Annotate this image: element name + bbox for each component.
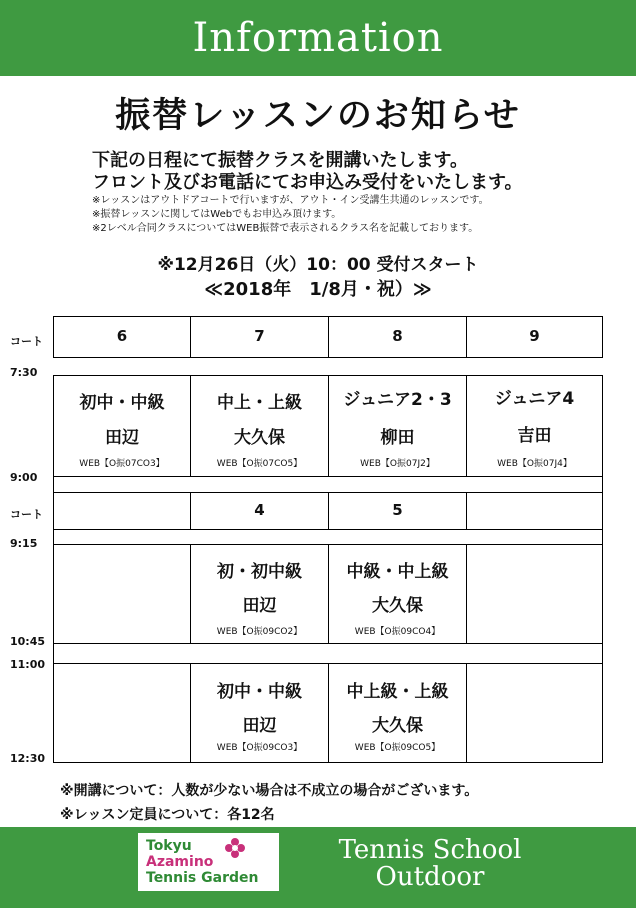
time-1045: 10:45: [10, 635, 46, 648]
web-code: WEB【O振09CO5】: [354, 743, 441, 753]
coach-name: 大久保: [372, 596, 423, 616]
court-number: 5: [392, 501, 403, 519]
lesson-cell: [466, 544, 603, 644]
class-name: 初中・中級: [217, 682, 302, 702]
tennis-garden-logo: [138, 833, 279, 891]
coach-name: 吉田: [517, 426, 552, 446]
start-notice: ※12月26日（火）10：00 受付スタート: [157, 255, 479, 275]
intro-note-2: ※振替レッスンに関してはWebでもお申込み頂けます。: [92, 209, 342, 220]
class-name: 初中・中級: [79, 393, 165, 413]
time-1230: 12:30: [10, 752, 46, 765]
web-code: WEB【O振09CO3】: [216, 743, 303, 753]
court-number: 6: [116, 327, 128, 345]
court-header-cell: [53, 492, 191, 530]
coach-name: 柳田: [380, 428, 415, 448]
web-code: WEB【O振07CO5】: [216, 459, 303, 469]
footer-banner: [0, 827, 636, 908]
web-code: WEB【O振07J2】: [360, 459, 435, 469]
header-title: Information: [192, 15, 444, 61]
footnote-capacity: ※レッスン定員について：各12名: [60, 807, 275, 823]
main-title: 振替レッスンのお知らせ: [115, 96, 521, 136]
coach-name: 大久保: [234, 428, 285, 448]
target-date: ≪2018年 1/8月・祝）≫: [204, 279, 432, 300]
lesson-cell: [53, 663, 191, 763]
web-code: WEB【O振09CO4】: [354, 627, 441, 637]
footnote-opening: ※開講について：人数が少ない場合は不成立の場合がございます。: [60, 783, 479, 799]
logo-line-3: Tennis Garden: [146, 870, 259, 886]
header-banner: [0, 0, 636, 76]
court-number: 7: [254, 327, 265, 345]
logo-line-2: Azamino: [146, 854, 214, 870]
school-name-line-1: Tennis School: [338, 835, 522, 865]
class-name: 初・初中級: [217, 562, 302, 582]
intro-note-1: ※レッスンはアウトドアコートで行いますが、アウト・イン受講生共通のレッスンです。: [92, 195, 489, 206]
separator-row: [53, 476, 603, 493]
class-name: ジュニア4: [494, 389, 575, 409]
class-name: 中上・上級: [217, 393, 302, 413]
flower-icon: [224, 837, 246, 859]
court-number: 9: [529, 327, 540, 345]
coach-name: 田辺: [105, 428, 139, 448]
web-code: WEB【O振07CO3】: [79, 459, 165, 469]
time-1100: 11:00: [10, 658, 46, 671]
separator-row: [53, 643, 603, 664]
court-header-cell: [466, 492, 603, 530]
class-name: 中級・中上級: [346, 562, 449, 582]
separator-row: [53, 529, 603, 545]
court-number: 8: [392, 327, 403, 345]
lesson-cell: [53, 544, 191, 644]
time-0730: 7:30: [10, 366, 38, 379]
court-label-2: コート: [10, 508, 43, 521]
web-code: WEB【O振07J4】: [497, 459, 572, 469]
court-number: 4: [254, 501, 265, 519]
intro-text: [92, 150, 612, 236]
web-code: WEB【O振09CO2】: [216, 627, 303, 637]
intro-note-3: ※2レベル合同クラスについてはWEB振替で表示されるクラス名を記載しております。: [92, 223, 479, 234]
intro-line-1: 下記の日程にて振替クラスを開講いたします。: [92, 150, 469, 171]
coach-name: 田辺: [242, 716, 277, 736]
class-name: 中上級・上級: [346, 682, 449, 702]
court-label-1: コート: [10, 335, 43, 348]
school-name-line-2: Outdoor: [375, 862, 485, 892]
time-0900: 9:00: [10, 471, 38, 484]
class-name: ジュニア2・3: [343, 390, 452, 410]
lesson-cell: [466, 663, 603, 763]
coach-name: 大久保: [372, 716, 423, 736]
coach-name: 田辺: [242, 596, 277, 616]
logo-line-1: Tokyu: [146, 838, 192, 854]
intro-line-2: フロント及びお電話にてお申込み受付をいたします。: [92, 172, 523, 193]
time-0915: 9:15: [10, 537, 38, 550]
